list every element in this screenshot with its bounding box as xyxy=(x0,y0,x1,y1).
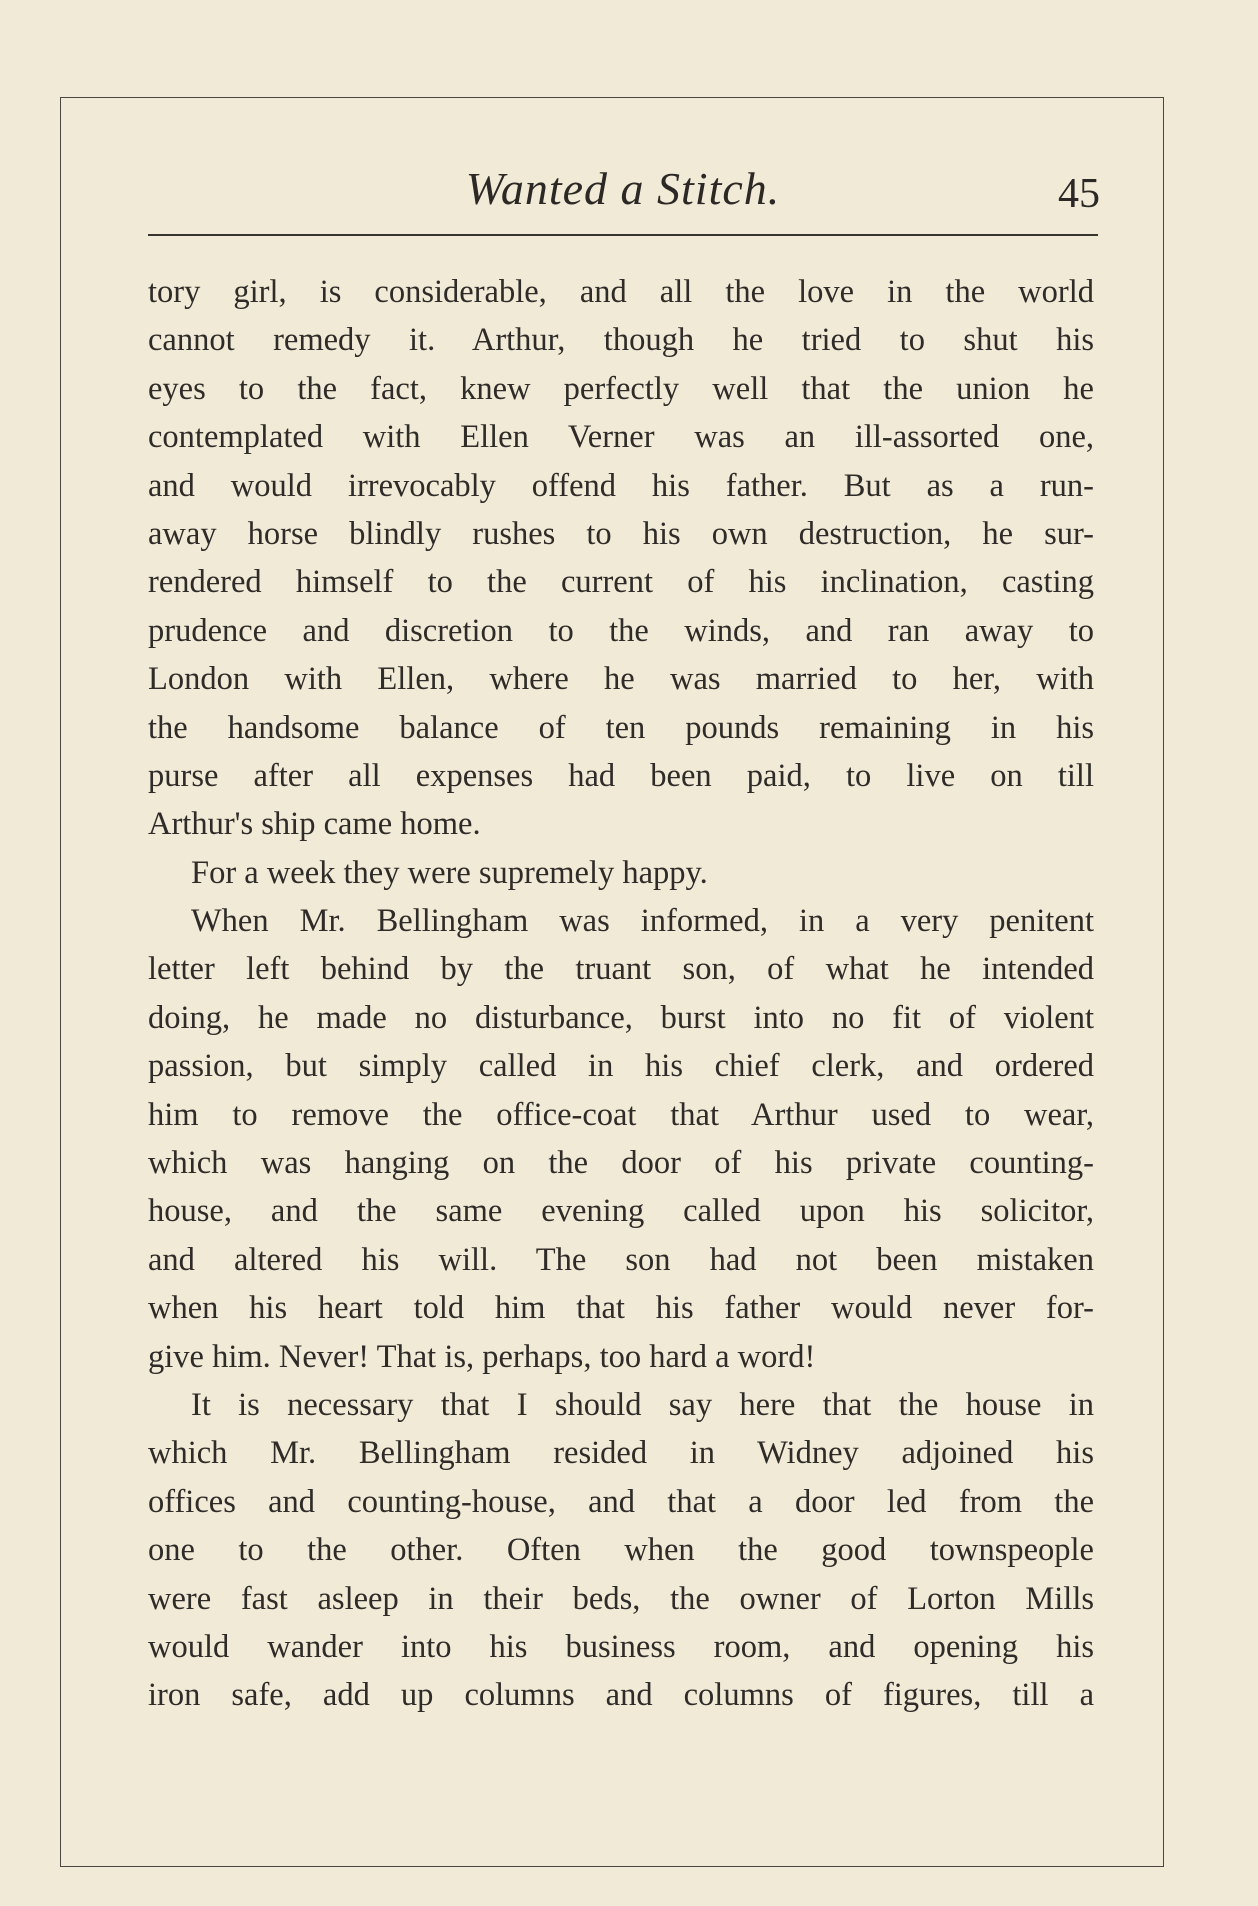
body-text xyxy=(148,268,1094,1720)
text-line: doing, he made no disturbance, burst into no fit of violent xyxy=(148,999,1094,1036)
text-line: iron safe, add up columns and columns of figures, till a xyxy=(148,1677,1094,1714)
text-line: were fast asleep in their beds, the owner of Lorton Mills xyxy=(148,1580,1094,1617)
text-line: prudence and discretion to the winds, and ran away to xyxy=(148,612,1094,649)
text-line: contemplated with Ellen Verner was an ill-assorted one, xyxy=(148,419,1094,456)
text-line: when his heart told him that his father would never for- xyxy=(148,1290,1094,1327)
text-line: away horse blindly rushes to his own destruction, he sur- xyxy=(148,515,1094,552)
text-line: purse after all expenses had been paid, to live on till xyxy=(148,757,1094,794)
text-line: When Mr. Bellingham was informed, in a very penitent xyxy=(191,903,1094,940)
page-number: 45 xyxy=(1058,171,1100,217)
text-line: the handsome balance of ten pounds remaining in his xyxy=(148,709,1094,746)
text-line: passion, but simply called in his chief clerk, and ordered xyxy=(148,1048,1094,1085)
text-line: rendered himself to the current of his inclination, casting xyxy=(148,564,1094,601)
text-line: Arthur's ship came home. xyxy=(148,806,481,843)
text-line: cannot remedy it. Arthur, though he tried to shut his xyxy=(148,322,1094,359)
text-line: letter left behind by the truant son, of what he intended xyxy=(148,951,1094,988)
text-line: It is necessary that I should say here that the house in xyxy=(191,1386,1094,1423)
text-line: which Mr. Bellingham resided in Widney adjoined his xyxy=(148,1435,1094,1472)
text-line: tory girl, is considerable, and all the love in the world xyxy=(148,274,1094,310)
text-line: and would irrevocably offend his father. But as a run- xyxy=(148,467,1094,504)
text-line: eyes to the fact, knew perfectly well that the union he xyxy=(148,370,1094,407)
header-rule xyxy=(148,234,1098,236)
text-line: would wander into his business room, and opening his xyxy=(148,1628,1094,1665)
text-line: and altered his will. The son had not been mistaken xyxy=(148,1241,1094,1278)
text-line: house, and the same evening called upon his solicitor, xyxy=(148,1193,1094,1230)
text-line: For a week they were supremely happy. xyxy=(191,854,708,891)
text-line: one to the other. Often when the good townspeople xyxy=(148,1532,1094,1569)
text-line: which was hanging on the door of his private counting- xyxy=(148,1145,1094,1182)
text-line: London with Ellen, where he was married to her, with xyxy=(148,661,1094,698)
running-title: Wanted a Stitch. xyxy=(465,163,781,214)
text-line: offices and counting-house, and that a door led from the xyxy=(148,1483,1094,1520)
running-head xyxy=(148,162,1098,232)
text-line: him to remove the office-coat that Arthur used to wear, xyxy=(148,1096,1094,1133)
text-line: give him. Never! That is, perhaps, too hard a word! xyxy=(148,1338,816,1375)
